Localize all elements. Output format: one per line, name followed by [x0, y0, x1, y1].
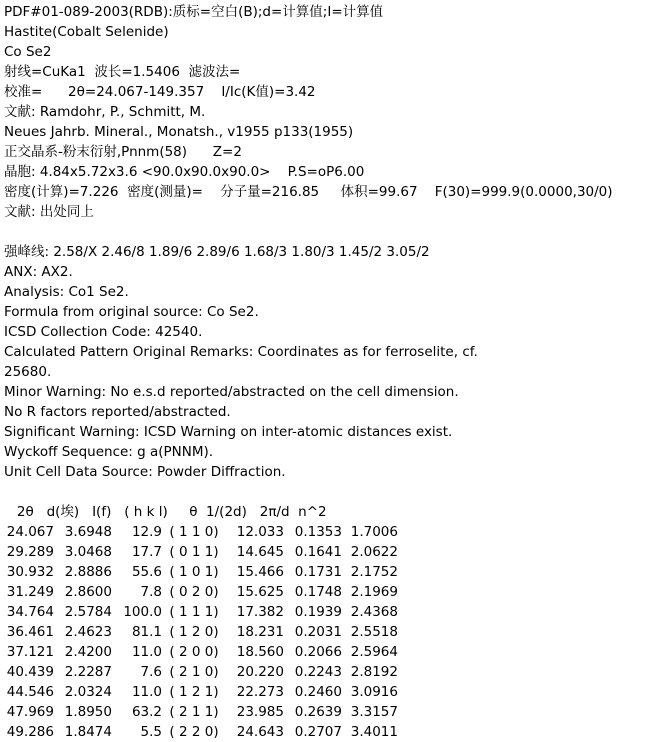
intensity-cell: 7.8: [140, 584, 162, 600]
hkl-cell: ( 1 0 1): [169, 564, 219, 580]
hkl-cell: ( 1 2 1): [169, 684, 219, 700]
two-pi-over-d-cell: 3.3157: [350, 704, 398, 720]
d-spacing-cell: 2.5784: [64, 604, 112, 620]
inv-2d-cell: 0.2031: [294, 624, 342, 640]
table-row: [4, 582, 644, 602]
two-theta-cell: 47.969: [6, 704, 54, 720]
cell-line: 晶胞: 4.84x5.72x3.6 <90.0x90.0x90.0> P.S=oP6.00: [4, 164, 365, 180]
theta-cell: 12.033: [236, 524, 284, 540]
table-row: [4, 722, 644, 742]
theta-cell: 18.231: [236, 624, 284, 640]
intensity-cell: 100.0: [123, 604, 162, 620]
wyckoff-line: Wyckoff Sequence: g a(PNNM).: [4, 444, 214, 460]
table-row: [4, 522, 644, 542]
table-row: [4, 702, 644, 722]
table-row: [4, 562, 644, 582]
two-pi-over-d-cell: 2.8192: [350, 664, 398, 680]
two-theta-cell: 30.932: [6, 564, 54, 580]
theta-cell: 18.560: [236, 644, 284, 660]
theta-cell: 22.273: [236, 684, 284, 700]
remarks-line: Calculated Pattern Original Remarks: Coordinates as for ferroselite, cf.: [4, 344, 478, 360]
radiation-line: 射线=CuKa1 波长=1.5406 滤波法=: [4, 64, 241, 80]
inv-2d-cell: 0.2707: [294, 724, 342, 740]
mineral-name-line: Hastite(Cobalt Selenide): [4, 24, 169, 40]
two-pi-over-d-cell: 3.0916: [350, 684, 398, 700]
d-spacing-cell: 2.8600: [64, 584, 112, 600]
intensity-cell: 17.7: [131, 544, 162, 560]
two-pi-over-d-cell: 1.7006: [350, 524, 398, 540]
d-spacing-cell: 2.8886: [64, 564, 112, 580]
inv-2d-cell: 0.2066: [294, 644, 342, 660]
inv-2d-cell: 0.1641: [294, 544, 342, 560]
table-row: [4, 682, 644, 702]
two-theta-cell: 34.764: [6, 604, 54, 620]
inv-2d-cell: 0.1748: [294, 584, 342, 600]
pdf-card-document: [4, 2, 644, 742]
intensity-cell: 81.1: [131, 624, 162, 640]
d-spacing-cell: 2.2287: [64, 664, 112, 680]
table-row: [4, 622, 644, 642]
d-spacing-cell: 3.0468: [64, 544, 112, 560]
theta-cell: 24.643: [236, 724, 284, 740]
crystal-system-line: 正交晶系-粉末衍射,Pnnm(58) Z=2: [4, 144, 242, 160]
two-pi-over-d-cell: 2.5518: [350, 624, 398, 640]
two-pi-over-d-cell: 2.4368: [350, 604, 398, 620]
d-spacing-cell: 2.0324: [64, 684, 112, 700]
hkl-cell: ( 0 1 1): [169, 544, 219, 560]
formula-source-line: Formula from original source: Co Se2.: [4, 304, 259, 320]
intensity-cell: 55.6: [131, 564, 162, 580]
inv-2d-cell: 0.1939: [294, 604, 342, 620]
inv-2d-cell: 0.2460: [294, 684, 342, 700]
two-pi-over-d-cell: 3.4011: [350, 724, 398, 740]
spacer: [4, 222, 644, 242]
header-block: [4, 2, 644, 222]
hkl-cell: ( 2 1 0): [169, 664, 219, 680]
hkl-cell: ( 2 2 0): [169, 724, 219, 740]
remarks-continued-line: 25680.: [4, 364, 52, 380]
theta-cell: 23.985: [236, 704, 284, 720]
table-row: [4, 642, 644, 662]
hkl-cell: ( 1 1 0): [169, 524, 219, 540]
hkl-cell: ( 1 1 1): [169, 604, 219, 620]
hkl-cell: ( 1 2 0): [169, 624, 219, 640]
d-spacing-cell: 3.6948: [64, 524, 112, 540]
inv-2d-cell: 0.1353: [294, 524, 342, 540]
r-factors-line: No R factors reported/abstracted.: [4, 404, 231, 420]
table-row: [4, 602, 644, 622]
inv-2d-cell: 0.2243: [294, 664, 342, 680]
theta-cell: 17.382: [236, 604, 284, 620]
inv-2d-cell: 0.1731: [294, 564, 342, 580]
d-spacing-cell: 1.8950: [64, 704, 112, 720]
reference-source-line: 文献: 出处同上: [4, 204, 94, 220]
hkl-cell: ( 2 1 1): [169, 704, 219, 720]
theta-cell: 15.625: [236, 584, 284, 600]
two-pi-over-d-cell: 2.1752: [350, 564, 398, 580]
two-theta-cell: 40.439: [6, 664, 54, 680]
pdf-number-line: PDF#01-089-2003(RDB):质标=空白(B);d=计算值;I=计算值: [4, 4, 384, 20]
d-spacing-cell: 2.4623: [64, 624, 112, 640]
theta-cell: 20.220: [236, 664, 284, 680]
anx-line: ANX: AX2.: [4, 264, 73, 280]
reference-journal-line: Neues Jahrb. Mineral., Monatsh., v1955 p133(1955): [4, 124, 354, 140]
notes-block: [4, 242, 644, 482]
theta-cell: 15.466: [236, 564, 284, 580]
intensity-cell: 11.0: [131, 644, 162, 660]
two-theta-cell: 37.121: [6, 644, 54, 660]
two-theta-cell: 44.546: [6, 684, 54, 700]
inv-2d-cell: 0.2639: [294, 704, 342, 720]
d-spacing-cell: 2.4200: [64, 644, 112, 660]
two-pi-over-d-cell: 2.5964: [350, 644, 398, 660]
analysis-line: Analysis: Co1 Se2.: [4, 284, 129, 300]
two-theta-cell: 31.249: [6, 584, 54, 600]
two-theta-cell: 49.286: [6, 724, 54, 740]
strong-lines-line: 强峰线: 2.58/X 2.46/8 1.89/6 2.89/6 1.68/3 1.80/3 1.45/2 3.05/2: [4, 244, 430, 260]
peak-table-body: [4, 522, 644, 742]
minor-warning-line: Minor Warning: No e.s.d reported/abstracted on the cell dimension.: [4, 384, 459, 400]
two-theta-cell: 29.289: [6, 544, 54, 560]
formula-line: Co Se2: [4, 44, 52, 60]
intensity-cell: 5.5: [140, 724, 162, 740]
significant-warning-line: Significant Warning: ICSD Warning on inter-atomic distances exist.: [4, 424, 453, 440]
table-row: [4, 662, 644, 682]
two-pi-over-d-cell: 2.1969: [350, 584, 398, 600]
two-pi-over-d-cell: 2.0622: [350, 544, 398, 560]
unit-cell-source-line: Unit Cell Data Source: Powder Diffraction.: [4, 464, 286, 480]
two-theta-cell: 24.067: [6, 524, 54, 540]
density-line: 密度(计算)=7.226 密度(测量)= 分子量=216.85 体积=99.67 F(30)=999.9(0.0000,30/0): [4, 184, 613, 200]
intensity-cell: 63.2: [131, 704, 162, 720]
hkl-cell: ( 0 2 0): [169, 584, 219, 600]
icsd-code-line: ICSD Collection Code: 42540.: [4, 324, 203, 340]
hkl-cell: ( 2 0 0): [169, 644, 219, 660]
reference-author-line: 文献: Ramdohr, P., Schmitt, M.: [4, 104, 206, 120]
intensity-cell: 11.0: [131, 684, 162, 700]
intensity-cell: 12.9: [131, 524, 162, 540]
table-row: [4, 542, 644, 562]
theta-cell: 14.645: [236, 544, 284, 560]
two-theta-cell: 36.461: [6, 624, 54, 640]
peak-table-header: 2θ d(埃) I(f) ( h k l) θ 1/(2d) 2π/d n^2: [4, 504, 327, 520]
d-spacing-cell: 1.8474: [64, 724, 112, 740]
calibration-line: 校准= 2θ=24.067-149.357 I/Ic(K值)=3.42: [4, 84, 316, 100]
intensity-cell: 7.6: [140, 664, 162, 680]
